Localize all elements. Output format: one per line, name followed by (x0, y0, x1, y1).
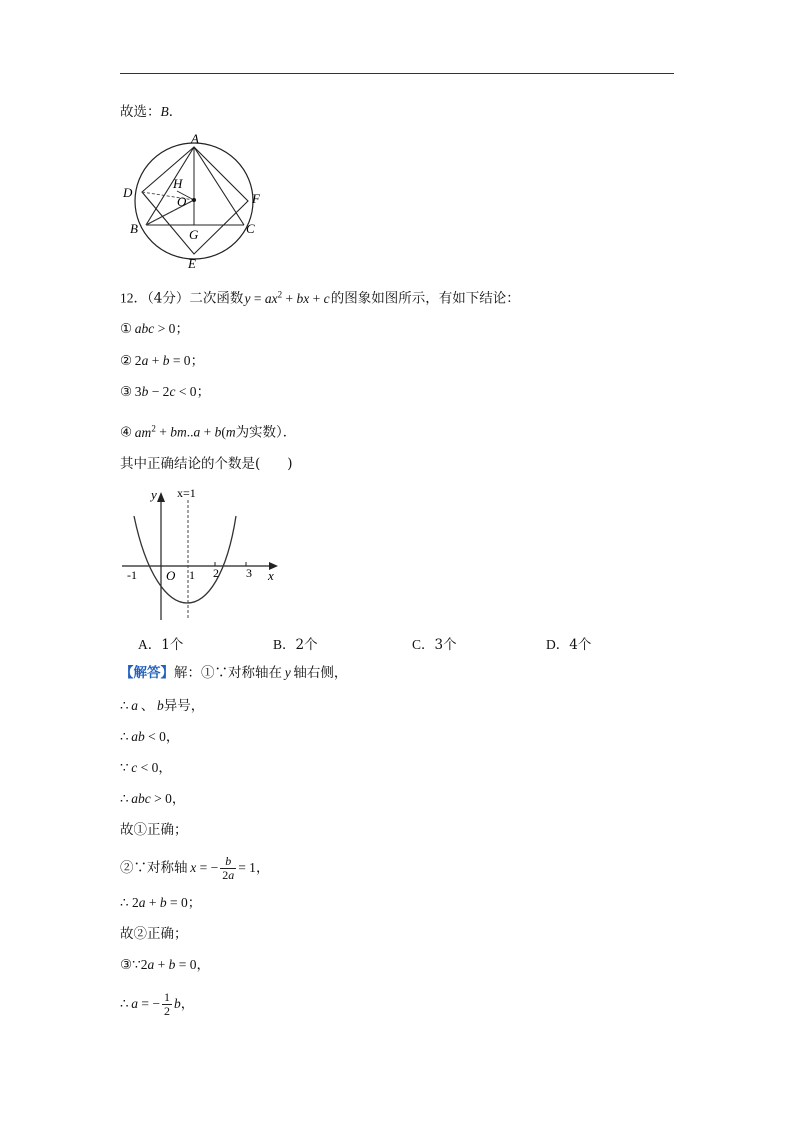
solution-line-9: ③∵2a + b = 0， (120, 957, 210, 973)
statement-2: ② 2a + b = 0； (120, 353, 205, 369)
choice-d[interactable]: D．4个 (546, 637, 592, 653)
answer-value: B (160, 104, 169, 119)
question-stem: 12．（4分）二次函数 $y = ax^2$ + bx + c 的图象如图所示，有如下结论： (120, 289, 520, 307)
x-axis-label: x (268, 568, 274, 583)
header-rule (120, 73, 674, 74)
statement-1: ① abc > 0； (120, 321, 189, 337)
solution-line-2: ∴ a 、 b异号， (120, 698, 205, 714)
question-ask: 其中正确结论的个数是( ) (120, 456, 293, 472)
statement-3: ③ 3b − 2c < 0； (120, 384, 211, 400)
question-score: （4分） (147, 290, 190, 307)
answer-label: 故选： (120, 104, 161, 120)
origin-label: O (166, 568, 176, 583)
label-E: E (188, 256, 196, 271)
label-C: C (246, 221, 255, 236)
solution-line-5: ∴ abc > 0， (120, 791, 186, 807)
label-B: B (130, 221, 138, 236)
circle-geometry-figure (118, 128, 278, 274)
tick-label-1: 1 (189, 568, 195, 582)
solution-conclusion-1: 故①正确； (120, 822, 188, 838)
symmetry-label: x=1 (177, 486, 196, 500)
label-H: H (173, 176, 183, 191)
function-formula: $y = ax^2$ + bx + c (243, 289, 331, 306)
solution-line-4: ∵ c < 0， (120, 760, 172, 776)
solution-tag: 【解答】 (120, 665, 174, 681)
solution-line-1: 【解答】解：①∵对称轴在 y 轴右侧， (120, 665, 348, 681)
center-point (192, 198, 196, 202)
solution-line-3: ∴ ab < 0， (120, 729, 180, 745)
tick-label-neg1: -1 (127, 568, 137, 582)
solution-line-7: ∴ 2a + b = 0； (120, 895, 202, 911)
parabola-curve (134, 516, 236, 603)
label-F: F (252, 191, 260, 206)
label-O: O (177, 194, 187, 209)
parabola-graph (118, 482, 288, 624)
question-number: 12． (120, 290, 147, 306)
label-D: D (123, 185, 133, 200)
statement-4: ④ $am^2 + bm..a + b(m$为实数）． (120, 423, 297, 441)
solution-line-10: ∴ a = − $\frac{1}{2}$ b， (120, 990, 195, 1018)
tick-label-3: 3 (246, 566, 252, 580)
choice-b[interactable]: B．2个 (273, 637, 318, 653)
previous-answer: 故选：B． (120, 104, 183, 120)
choice-a[interactable]: A．1个 (138, 637, 184, 653)
solution-conclusion-2: 故②正确； (120, 926, 188, 942)
y-axis-label: y (151, 487, 157, 502)
choice-c[interactable]: C．3个 (412, 637, 457, 653)
label-G: G (189, 227, 199, 242)
tick-label-2: 2 (213, 566, 219, 580)
label-A: A (191, 131, 199, 146)
solution-line-6: ②∵对称轴 x = − $\frac{b}{2a}$ = 1， (120, 854, 270, 882)
